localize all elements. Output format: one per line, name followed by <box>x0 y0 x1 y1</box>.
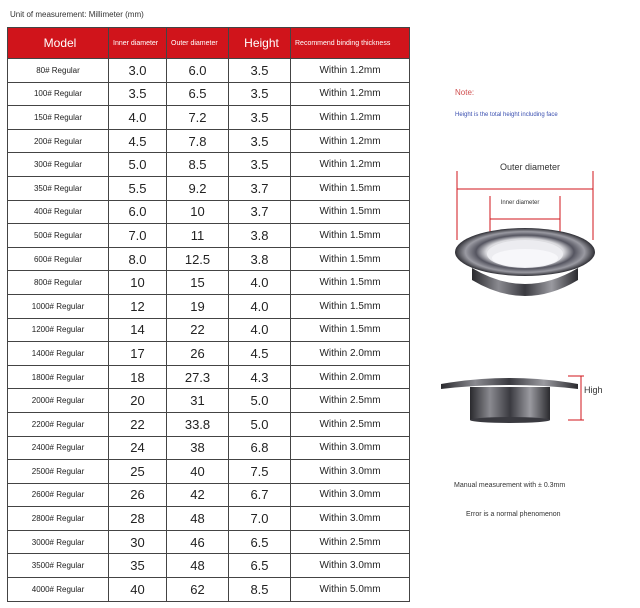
cell-height: 3.7 <box>229 176 291 200</box>
cell-outer-diameter: 6.5 <box>167 82 229 106</box>
cell-binding-thickness: Within 3.0mm <box>291 483 410 507</box>
cell-height: 3.7 <box>229 200 291 224</box>
cell-inner-diameter: 8.0 <box>109 247 167 271</box>
cell-inner-diameter: 35 <box>109 554 167 578</box>
cell-inner-diameter: 30 <box>109 530 167 554</box>
cell-inner-diameter: 24 <box>109 436 167 460</box>
cell-binding-thickness: Within 3.0mm <box>291 460 410 484</box>
cell-model: 3000# Regular <box>8 530 109 554</box>
cell-outer-diameter: 26 <box>167 342 229 366</box>
cell-height: 6.5 <box>229 554 291 578</box>
cell-binding-thickness: Within 1.2mm <box>291 82 410 106</box>
cell-inner-diameter: 22 <box>109 412 167 436</box>
cell-outer-diameter: 42 <box>167 483 229 507</box>
cell-binding-thickness: Within 1.5mm <box>291 200 410 224</box>
cell-binding-thickness: Within 3.0mm <box>291 507 410 531</box>
cell-outer-diameter: 12.5 <box>167 247 229 271</box>
cell-height: 6.8 <box>229 436 291 460</box>
cell-height: 6.7 <box>229 483 291 507</box>
cell-outer-diameter: 6.0 <box>167 59 229 83</box>
cell-binding-thickness: Within 1.5mm <box>291 176 410 200</box>
cell-inner-diameter: 6.0 <box>109 200 167 224</box>
header-inner-diameter: Inner diameter <box>109 28 167 59</box>
cell-binding-thickness: Within 3.0mm <box>291 554 410 578</box>
unit-note: Unit of measurement: Millimeter (mm) <box>10 10 144 19</box>
cell-outer-diameter: 7.2 <box>167 106 229 130</box>
cell-binding-thickness: Within 1.5mm <box>291 294 410 318</box>
cell-inner-diameter: 7.0 <box>109 224 167 248</box>
cell-binding-thickness: Within 2.5mm <box>291 412 410 436</box>
cell-height: 4.0 <box>229 271 291 295</box>
cell-outer-diameter: 31 <box>167 389 229 413</box>
cell-model: 1200# Regular <box>8 318 109 342</box>
cell-height: 4.3 <box>229 365 291 389</box>
cell-height: 6.5 <box>229 530 291 554</box>
inner-diameter-label: Inner diameter <box>500 200 540 206</box>
cell-model: 500# Regular <box>8 224 109 248</box>
error-note: Error is a normal phenomenon <box>466 511 561 518</box>
cell-model: 3500# Regular <box>8 554 109 578</box>
cell-height: 5.0 <box>229 412 291 436</box>
cell-model: 2400# Regular <box>8 436 109 460</box>
cell-model: 100# Regular <box>8 82 109 106</box>
cell-binding-thickness: Within 2.0mm <box>291 342 410 366</box>
cell-model: 150# Regular <box>8 106 109 130</box>
cell-model: 200# Regular <box>8 129 109 153</box>
cell-height: 4.5 <box>229 342 291 366</box>
cell-binding-thickness: Within 2.0mm <box>291 365 410 389</box>
cell-height: 3.8 <box>229 247 291 271</box>
cell-height: 3.8 <box>229 224 291 248</box>
cell-height: 7.0 <box>229 507 291 531</box>
cell-outer-diameter: 8.5 <box>167 153 229 177</box>
cell-outer-diameter: 10 <box>167 200 229 224</box>
cell-outer-diameter: 46 <box>167 530 229 554</box>
cell-model: 800# Regular <box>8 271 109 295</box>
cell-height: 5.0 <box>229 389 291 413</box>
header-height: Height <box>229 28 291 59</box>
cell-inner-diameter: 28 <box>109 507 167 531</box>
cell-binding-thickness: Within 2.5mm <box>291 389 410 413</box>
cell-height: 4.0 <box>229 318 291 342</box>
cell-inner-diameter: 10 <box>109 271 167 295</box>
cell-height: 3.5 <box>229 153 291 177</box>
height-label: High <box>584 385 603 395</box>
cell-height: 3.5 <box>229 129 291 153</box>
cell-binding-thickness: Within 1.5mm <box>291 271 410 295</box>
cell-outer-diameter: 9.2 <box>167 176 229 200</box>
height-dimension <box>568 376 584 420</box>
cell-outer-diameter: 48 <box>167 507 229 531</box>
cell-model: 600# Regular <box>8 247 109 271</box>
cell-inner-diameter: 4.0 <box>109 106 167 130</box>
cell-outer-diameter: 22 <box>167 318 229 342</box>
cell-model: 1400# Regular <box>8 342 109 366</box>
outer-diameter-label: Outer diameter <box>499 162 561 172</box>
cell-outer-diameter: 11 <box>167 224 229 248</box>
header-outer-diameter: Outer diameter <box>167 28 229 59</box>
cell-binding-thickness: Within 1.5mm <box>291 224 410 248</box>
cell-height: 3.5 <box>229 82 291 106</box>
cell-model: 80# Regular <box>8 59 109 83</box>
cell-binding-thickness: Within 1.2mm <box>291 59 410 83</box>
cell-outer-diameter: 40 <box>167 460 229 484</box>
header-binding-thickness: Recommend binding thickness <box>291 28 410 59</box>
cell-inner-diameter: 5.5 <box>109 176 167 200</box>
cell-inner-diameter: 40 <box>109 578 167 602</box>
cell-model: 300# Regular <box>8 153 109 177</box>
cell-model: 400# Regular <box>8 200 109 224</box>
cell-model: 2000# Regular <box>8 389 109 413</box>
cell-outer-diameter: 48 <box>167 554 229 578</box>
cell-outer-diameter: 62 <box>167 578 229 602</box>
cell-outer-diameter: 19 <box>167 294 229 318</box>
cell-inner-diameter: 12 <box>109 294 167 318</box>
cell-model: 2600# Regular <box>8 483 109 507</box>
cell-binding-thickness: Within 1.2mm <box>291 153 410 177</box>
cell-outer-diameter: 33.8 <box>167 412 229 436</box>
cell-inner-diameter: 14 <box>109 318 167 342</box>
cell-binding-thickness: Within 2.5mm <box>291 530 410 554</box>
cell-height: 7.5 <box>229 460 291 484</box>
cell-outer-diameter: 15 <box>167 271 229 295</box>
note-text: Height is the total height including face <box>455 112 558 118</box>
manual-measurement-note: Manual measurement with ± 0.3mm <box>454 482 566 489</box>
cell-height: 3.5 <box>229 59 291 83</box>
cell-inner-diameter: 26 <box>109 483 167 507</box>
eyelet-top-view <box>455 228 595 296</box>
cell-model: 2800# Regular <box>8 507 109 531</box>
cell-model: 350# Regular <box>8 176 109 200</box>
cell-inner-diameter: 4.5 <box>109 129 167 153</box>
cell-inner-diameter: 3.0 <box>109 59 167 83</box>
cell-binding-thickness: Within 1.5mm <box>291 247 410 271</box>
cell-outer-diameter: 7.8 <box>167 129 229 153</box>
cell-model: 1000# Regular <box>8 294 109 318</box>
cell-model: 1800# Regular <box>8 365 109 389</box>
cell-outer-diameter: 27.3 <box>167 365 229 389</box>
cell-inner-diameter: 25 <box>109 460 167 484</box>
cell-model: 2500# Regular <box>8 460 109 484</box>
cell-model: 4000# Regular <box>8 578 109 602</box>
cell-height: 8.5 <box>229 578 291 602</box>
cell-binding-thickness: Within 5.0mm <box>291 578 410 602</box>
cell-binding-thickness: Within 1.2mm <box>291 129 410 153</box>
cell-height: 4.0 <box>229 294 291 318</box>
cell-model: 2200# Regular <box>8 412 109 436</box>
cell-height: 3.5 <box>229 106 291 130</box>
note-title: Note: <box>455 88 475 97</box>
cell-inner-diameter: 17 <box>109 342 167 366</box>
cell-binding-thickness: Within 1.2mm <box>291 106 410 130</box>
cell-outer-diameter: 38 <box>167 436 229 460</box>
cell-binding-thickness: Within 3.0mm <box>291 436 410 460</box>
eyelet-side-view <box>441 378 578 423</box>
cell-inner-diameter: 5.0 <box>109 153 167 177</box>
cell-inner-diameter: 18 <box>109 365 167 389</box>
cell-inner-diameter: 3.5 <box>109 82 167 106</box>
header-model: Model <box>8 28 109 59</box>
cell-inner-diameter: 20 <box>109 389 167 413</box>
cell-binding-thickness: Within 1.5mm <box>291 318 410 342</box>
